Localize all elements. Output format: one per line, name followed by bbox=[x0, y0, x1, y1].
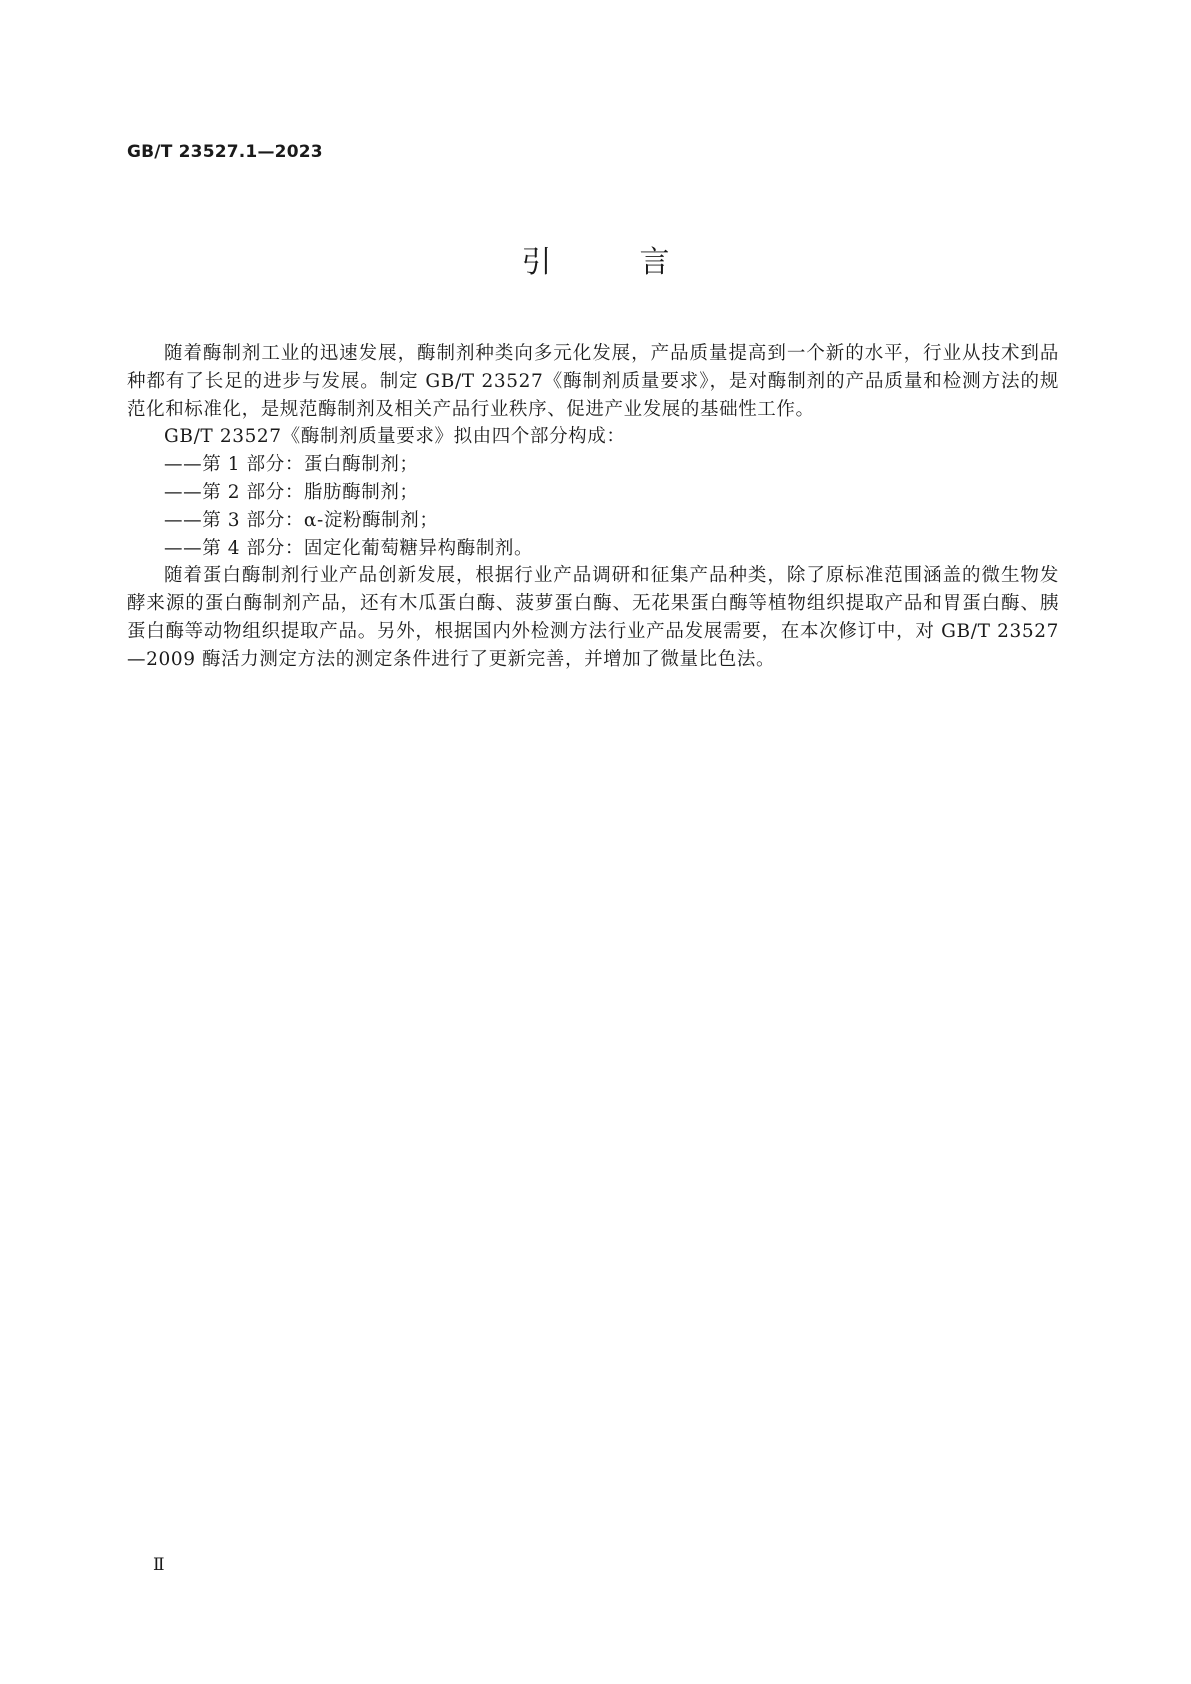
page-title bbox=[0, 245, 1191, 281]
introduction-body bbox=[127, 340, 1059, 674]
part-list-item-2: ——第 2 部分：脂肪酶制剂； bbox=[164, 481, 419, 503]
page-number: Ⅱ bbox=[153, 1555, 165, 1575]
part-list-item-1: ——第 1 部分：蛋白酶制剂； bbox=[164, 454, 419, 476]
title-char-1: 引 bbox=[521, 245, 552, 280]
part-list-item-4: ——第 4 部分：固定化葡萄糖异构酶制剂。 bbox=[164, 537, 534, 559]
standard-code-header: GB/T 23527.1—2023 bbox=[127, 142, 323, 162]
intro-paragraph-1: 随着酶制剂工业的迅速发展，酶制剂种类向多元化发展，产品质量提高到一个新的水平，行业从技术到品种都有了长足的进步与发展。制定 GB/T 23527《酶制剂质量要求》，是对酶制剂的产品质量和检测方法的规范化和标准化，是规范酶制剂及相关产品行业秩序、促进产业发展的基础性工作。 bbox=[127, 343, 1059, 420]
part-list-item-3: ——第 3 部分：α-淀粉酶制剂； bbox=[164, 509, 439, 531]
intro-paragraph-3: 随着蛋白酶制剂行业产品创新发展，根据行业产品调研和征集产品种类，除了原标准范围涵盖的微生物发酵来源的蛋白酶制剂产品，还有木瓜蛋白酶、菠萝蛋白酶、无花果蛋白酶等植物组织提取产品和胃蛋白酶、胰蛋白酶等动物组织提取产品。另外，根据国内外检测方法行业产品发展需要，在本次修订中，对 GB/T 23527—2009 酶活力测定方法的测定条件进行了更新完善，并增加了微量比色法。 bbox=[127, 565, 1059, 670]
title-char-2: 言 bbox=[639, 245, 670, 280]
intro-paragraph-2: GB/T 23527《酶制剂质量要求》拟由四个部分构成： bbox=[164, 426, 626, 448]
